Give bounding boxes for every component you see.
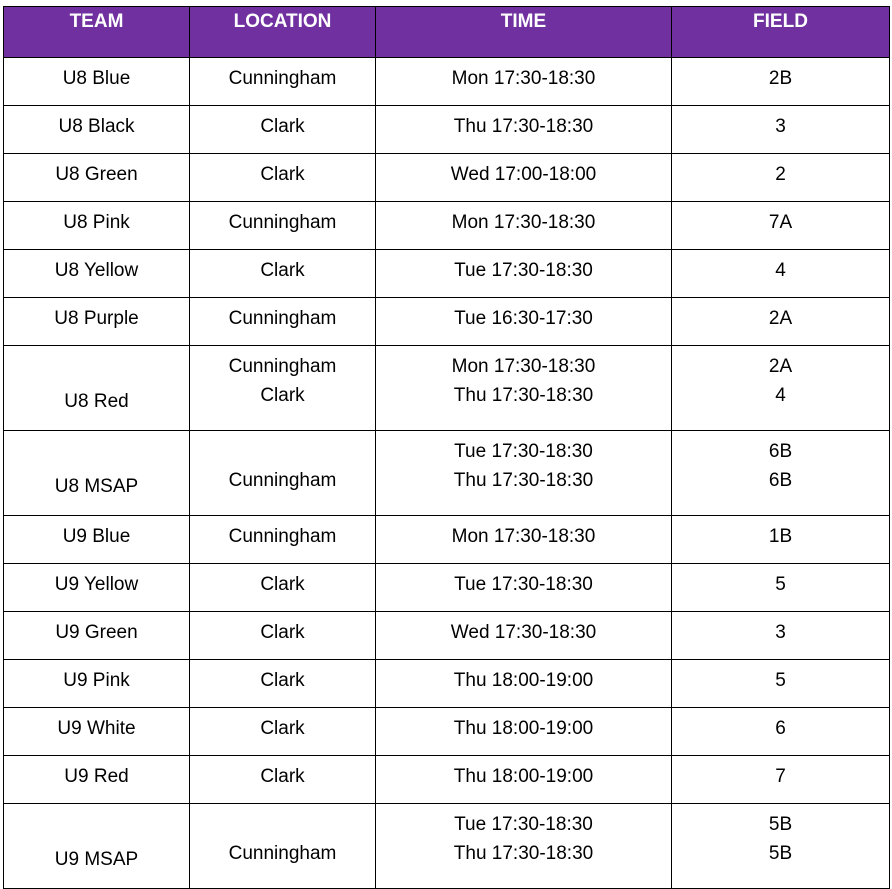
time-cell-line: Tue 17:30-18:30 [454,260,593,281]
team-cell: U8 Red [4,346,190,431]
location-cell-line: Clark [260,574,305,595]
field-cell-line: 4 [775,260,786,281]
location-cell [190,612,376,660]
location-cell-line: Clark [260,718,305,739]
location-cell [190,106,376,154]
table-row [4,660,890,708]
table-row [4,154,890,202]
field-cell [672,250,890,298]
field-cell-line: 5 [775,574,786,595]
table-row [4,516,890,564]
time-cell [376,250,672,298]
field-cell [672,756,890,804]
location-cell-line: Clark [260,116,305,137]
location-cell-line: Cunningham [228,843,337,864]
time-cell-line: Tue 17:30-18:30 [454,814,593,835]
time-cell [376,202,672,250]
location-cell-line: Cunningham [228,526,337,547]
location-cell [190,708,376,756]
time-cell [376,756,672,804]
time-cell [376,106,672,154]
location-cell-line [190,810,375,839]
field-cell-line: 4 [775,385,786,406]
table-row [4,106,890,154]
time-cell-line: Wed 17:30-18:30 [450,622,597,643]
field-cell-line: 3 [775,622,786,643]
field-cell [672,346,890,431]
location-cell-line: Clark [260,164,305,185]
field-cell [672,58,890,106]
table-row [4,58,890,106]
location-cell [190,564,376,612]
field-cell-line: 6B [768,470,793,491]
time-cell [376,346,672,431]
location-cell-line: Clark [260,670,305,691]
field-cell-line: 5 [775,670,786,691]
field-cell [672,564,890,612]
table-row [4,298,890,346]
time-cell [376,154,672,202]
field-cell [672,202,890,250]
time-cell-line: Mon 17:30-18:30 [451,68,596,89]
location-cell [190,346,376,431]
table-row [4,202,890,250]
location-cell [190,154,376,202]
field-cell-line: 2A [768,308,793,329]
team-cell: U9 Blue [4,516,190,564]
time-cell-line: Thu 17:30-18:30 [453,843,594,864]
time-cell-line: Mon 17:30-18:30 [451,356,596,377]
schedule-document [3,6,890,889]
table-row [4,431,890,516]
team-cell: U9 Green [4,612,190,660]
header-team: TEAM [4,7,190,58]
header-row [4,7,890,58]
team-cell: U9 White [4,708,190,756]
location-cell [190,250,376,298]
time-cell-line: Thu 18:00-19:00 [453,766,594,787]
field-cell [672,660,890,708]
header-field: FIELD [672,7,890,58]
location-cell-line: Clark [260,622,305,643]
team-cell: U9 Yellow [4,564,190,612]
field-cell-line: 7 [775,766,786,787]
field-cell-line: 2A [768,356,793,377]
field-cell [672,154,890,202]
location-cell-line: Clark [260,766,305,787]
location-cell-line: Clark [260,385,305,406]
header-time: TIME [376,7,672,58]
field-cell [672,612,890,660]
location-cell-line: Cunningham [228,356,337,377]
field-cell [672,516,890,564]
time-cell-line: Mon 17:30-18:30 [451,526,596,547]
header-location: LOCATION [190,7,376,58]
field-cell [672,804,890,889]
team-cell: U8 Blue [4,58,190,106]
table-row [4,250,890,298]
time-cell [376,431,672,516]
table-body [4,58,890,889]
team-cell: U9 Pink [4,660,190,708]
location-cell-line [190,437,375,466]
team-cell: U9 MSAP [4,804,190,889]
team-cell: U8 Purple [4,298,190,346]
time-cell [376,58,672,106]
time-cell-line: Tue 16:30-17:30 [454,308,593,329]
location-cell-line: Cunningham [228,68,337,89]
field-cell [672,106,890,154]
field-cell-line: 2B [768,68,793,89]
time-cell [376,660,672,708]
time-cell-line: Thu 18:00-19:00 [453,670,594,691]
time-cell-line: Tue 17:30-18:30 [454,574,593,595]
field-cell [672,708,890,756]
location-cell [190,804,376,889]
location-cell [190,58,376,106]
location-cell [190,756,376,804]
field-cell-line: 6B [768,441,793,462]
practice-schedule-table [3,6,890,889]
location-cell-line: Cunningham [228,470,337,491]
field-cell-line: 5B [768,814,793,835]
location-cell-line: Cunningham [228,308,337,329]
team-cell: U8 Yellow [4,250,190,298]
table-row [4,612,890,660]
table-row [4,564,890,612]
location-cell [190,202,376,250]
time-cell-line: Mon 17:30-18:30 [451,212,596,233]
table-row [4,708,890,756]
time-cell-line: Tue 17:30-18:30 [454,441,593,462]
table-row [4,346,890,431]
location-cell-line: Clark [260,260,305,281]
time-cell-line: Thu 17:30-18:30 [453,470,594,491]
table-row [4,804,890,889]
team-cell: U8 Black [4,106,190,154]
location-cell [190,431,376,516]
field-cell-line: 1B [768,526,793,547]
time-cell [376,612,672,660]
team-cell: U9 Red [4,756,190,804]
field-cell [672,431,890,516]
time-cell-line: Thu 17:30-18:30 [453,385,594,406]
field-cell-line: 2 [775,164,786,185]
location-cell [190,516,376,564]
time-cell [376,516,672,564]
time-cell-line: Thu 18:00-19:00 [453,718,594,739]
time-cell [376,564,672,612]
location-cell-line: Cunningham [228,212,337,233]
team-cell: U8 Pink [4,202,190,250]
time-cell [376,804,672,889]
table-row [4,756,890,804]
field-cell-line: 5B [768,843,793,864]
field-cell-line: 3 [775,116,786,137]
location-cell [190,298,376,346]
field-cell-line: 7A [768,212,793,233]
field-cell [672,298,890,346]
location-cell [190,660,376,708]
time-cell-line: Thu 17:30-18:30 [453,116,594,137]
time-cell [376,298,672,346]
time-cell [376,708,672,756]
time-cell-line: Wed 17:00-18:00 [450,164,597,185]
team-cell: U8 MSAP [4,431,190,516]
field-cell-line: 6 [775,718,786,739]
team-cell: U8 Green [4,154,190,202]
